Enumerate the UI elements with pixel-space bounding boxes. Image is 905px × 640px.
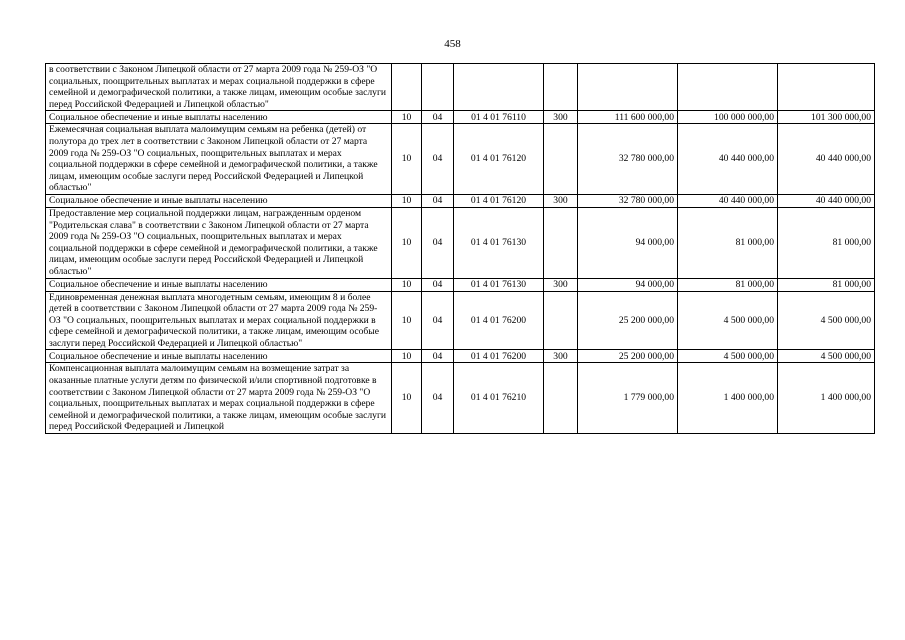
table-row <box>46 64 875 111</box>
row-description: Социальное обеспечение и иные выплаты населению <box>46 278 392 291</box>
section-code: 10 <box>392 363 422 434</box>
budget-table <box>45 63 875 434</box>
table-row <box>46 207 875 278</box>
amount-year-1: 111 600 000,00 <box>578 111 678 124</box>
amount-year-3: 4 500 000,00 <box>778 291 875 350</box>
expense-type-code: 300 <box>544 111 578 124</box>
row-description: Компенсационная выплата малоимущим семьям на возмещение затрат за оказанные платные услуги детям по физической и/или спортивной подготовке в соответствии с Законом Липецкой области от 27 марта 2009 года № 259-ОЗ "О социальных, поощрительных выплатах и мерах социальной поддержки в сфере семейной и демографической политики, а также лицам, имеющим особые заслуги перед Российской Федерацией и Липецкой <box>46 363 392 434</box>
subsection-code: 04 <box>422 278 454 291</box>
expense-type-code: 300 <box>544 278 578 291</box>
row-description: Социальное обеспечение и иные выплаты населению <box>46 111 392 124</box>
row-description: Единовременная денежная выплата многодетным семьям, имеющим 8 и более детей в соответствии с Законом Липецкой области от 27 марта 2009 года № 259-ОЗ "О социальных, поощрительных выплатах и мерах социальной поддержки в сфере семейной и демографической политики, а также лицам, имеющим особые заслуги перед Российской Федерацией и Липецкой областью" <box>46 291 392 350</box>
section-code: 10 <box>392 124 422 195</box>
section-code: 10 <box>392 111 422 124</box>
amount-year-1 <box>578 64 678 111</box>
subsection-code: 04 <box>422 207 454 278</box>
table-row <box>46 291 875 350</box>
amount-year-1: 32 780 000,00 <box>578 194 678 207</box>
amount-year-2 <box>678 64 778 111</box>
amount-year-3: 101 300 000,00 <box>778 111 875 124</box>
target-article-code: 01 4 01 76120 <box>454 194 544 207</box>
amount-year-1: 25 200 000,00 <box>578 350 678 363</box>
amount-year-3: 40 440 000,00 <box>778 194 875 207</box>
table-row <box>46 194 875 207</box>
expense-type-code <box>544 291 578 350</box>
subsection-code: 04 <box>422 194 454 207</box>
target-article-code: 01 4 01 76200 <box>454 291 544 350</box>
table-row <box>46 111 875 124</box>
target-article-code: 01 4 01 76130 <box>454 207 544 278</box>
amount-year-3: 1 400 000,00 <box>778 363 875 434</box>
row-description: Предоставление мер социальной поддержки лицам, награжденным орденом "Родительская слава" в соответствии с Законом Липецкой области от 27 марта 2009 года № 259-ОЗ "О социальных, поощрительных выплатах и мерах социальной поддержки в сфере семейной и демографической политики, а также лицам, имеющим особые заслуги перед Российской Федерацией и Липецкой областью" <box>46 207 392 278</box>
amount-year-3: 81 000,00 <box>778 207 875 278</box>
amount-year-3: 81 000,00 <box>778 278 875 291</box>
expense-type-code <box>544 64 578 111</box>
row-description: в соответствии с Законом Липецкой области от 27 марта 2009 года № 259-ОЗ "О социальных, поощрительных выплатах и мерах социальной поддержки в сфере семейной и демографической политики, а также лицам, имеющим особые заслуги перед Российской Федерацией и Липецкой областью" <box>46 64 392 111</box>
amount-year-2: 4 500 000,00 <box>678 291 778 350</box>
subsection-code: 04 <box>422 111 454 124</box>
expense-type-code <box>544 363 578 434</box>
amount-year-3: 4 500 000,00 <box>778 350 875 363</box>
amount-year-3: 40 440 000,00 <box>778 124 875 195</box>
amount-year-2: 40 440 000,00 <box>678 194 778 207</box>
table-row <box>46 278 875 291</box>
page-number: 458 <box>444 38 461 50</box>
section-code: 10 <box>392 291 422 350</box>
amount-year-3 <box>778 64 875 111</box>
amount-year-1: 1 779 000,00 <box>578 363 678 434</box>
table-row <box>46 124 875 195</box>
target-article-code <box>454 64 544 111</box>
amount-year-1: 94 000,00 <box>578 207 678 278</box>
section-code: 10 <box>392 207 422 278</box>
amount-year-2: 100 000 000,00 <box>678 111 778 124</box>
table-row <box>46 363 875 434</box>
amount-year-2: 40 440 000,00 <box>678 124 778 195</box>
expense-type-code <box>544 124 578 195</box>
row-description: Ежемесячная социальная выплата малоимущим семьям на ребенка (детей) от полутора до трех лет в соответствии с Законом Липецкой области от 27 марта 2009 года № 259-ОЗ "О социальных, поощрительных выплатах и мерах социальной поддержки в сфере семейной и демографической политики, а также лицам, имеющим особые заслуги перед Российской Федерацией и Липецкой областью" <box>46 124 392 195</box>
row-description: Социальное обеспечение и иные выплаты населению <box>46 350 392 363</box>
amount-year-2: 81 000,00 <box>678 278 778 291</box>
section-code: 10 <box>392 278 422 291</box>
subsection-code: 04 <box>422 124 454 195</box>
amount-year-2: 4 500 000,00 <box>678 350 778 363</box>
target-article-code: 01 4 01 76210 <box>454 363 544 434</box>
amount-year-2: 81 000,00 <box>678 207 778 278</box>
target-article-code: 01 4 01 76130 <box>454 278 544 291</box>
subsection-code: 04 <box>422 350 454 363</box>
table-row <box>46 350 875 363</box>
section-code <box>392 64 422 111</box>
amount-year-1: 32 780 000,00 <box>578 124 678 195</box>
row-description: Социальное обеспечение и иные выплаты населению <box>46 194 392 207</box>
amount-year-1: 25 200 000,00 <box>578 291 678 350</box>
expense-type-code: 300 <box>544 194 578 207</box>
target-article-code: 01 4 01 76120 <box>454 124 544 195</box>
subsection-code: 04 <box>422 291 454 350</box>
section-code: 10 <box>392 194 422 207</box>
subsection-code: 04 <box>422 363 454 434</box>
target-article-code: 01 4 01 76110 <box>454 111 544 124</box>
target-article-code: 01 4 01 76200 <box>454 350 544 363</box>
amount-year-2: 1 400 000,00 <box>678 363 778 434</box>
section-code: 10 <box>392 350 422 363</box>
subsection-code <box>422 64 454 111</box>
expense-type-code: 300 <box>544 350 578 363</box>
expense-type-code <box>544 207 578 278</box>
amount-year-1: 94 000,00 <box>578 278 678 291</box>
